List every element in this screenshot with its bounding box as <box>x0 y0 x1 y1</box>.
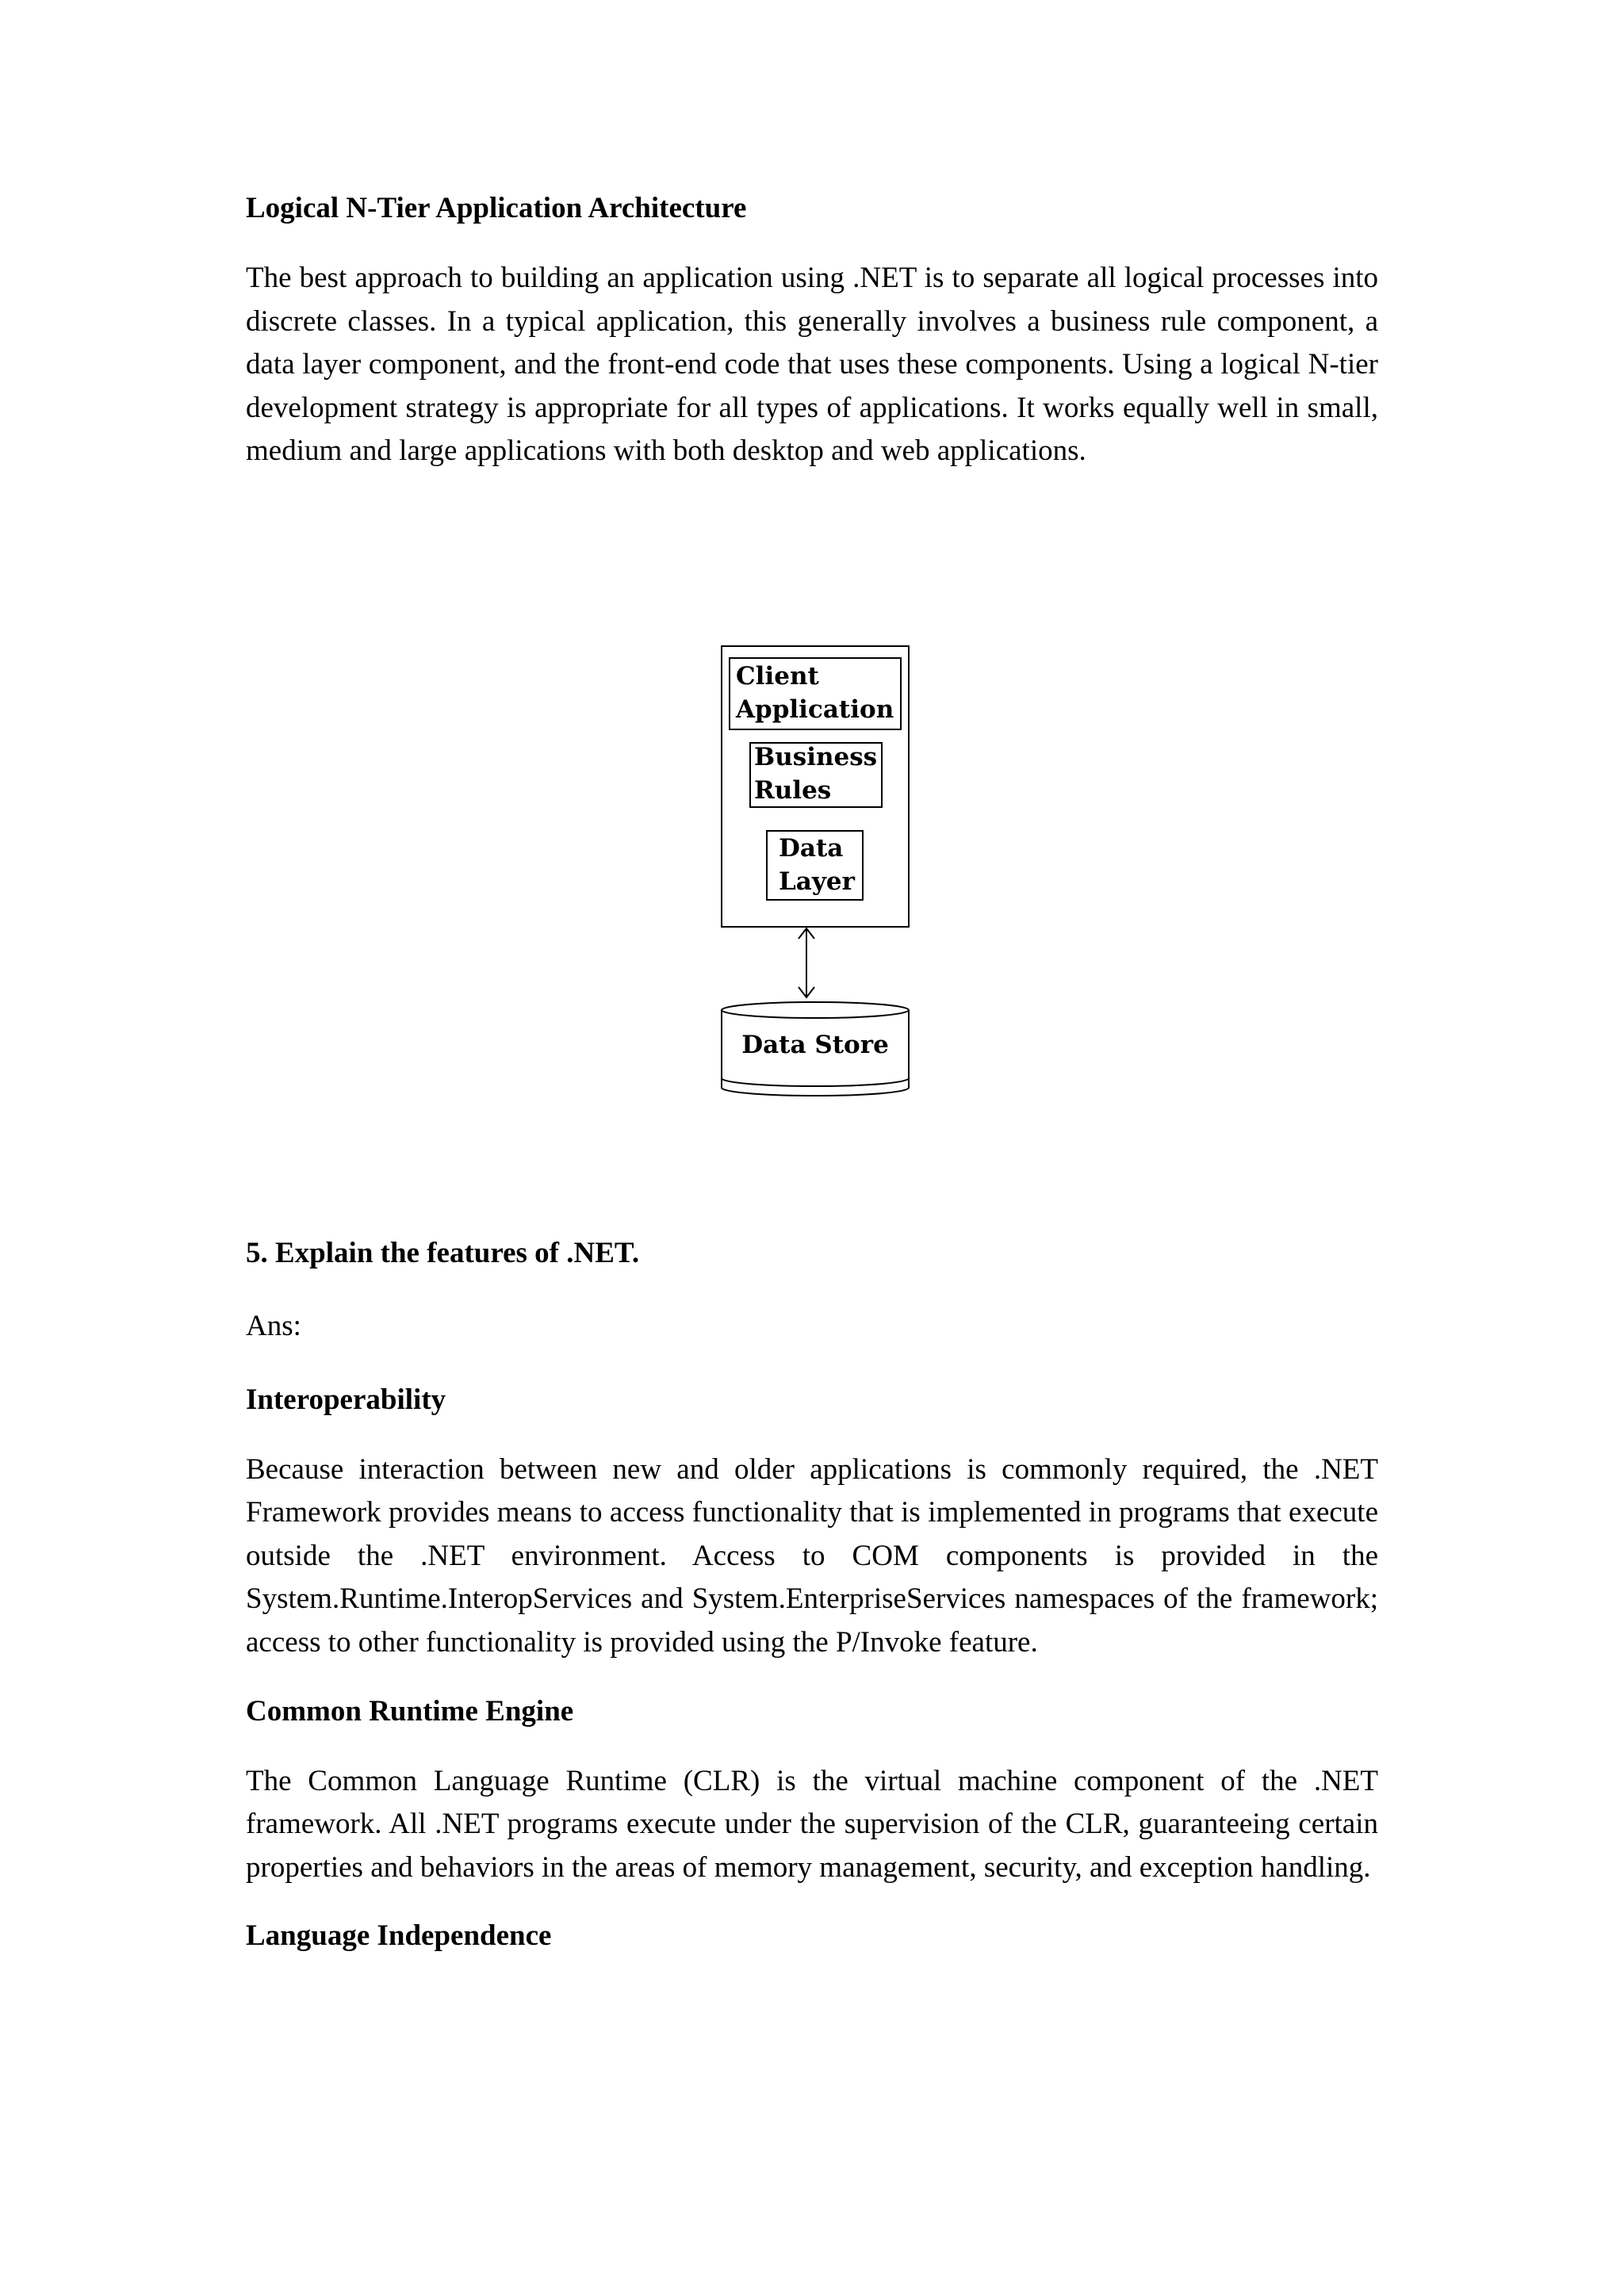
language-heading: Language Independence <box>246 1919 552 1953</box>
data-store-top <box>722 1002 909 1018</box>
client-label-2: Application <box>736 695 894 724</box>
runtime-heading: Common Runtime Engine <box>246 1694 574 1728</box>
client-label-1: Client <box>736 662 819 691</box>
section-body: The best approach to building an application using .NET is to separate all logical processes into discrete classes. In a typical application, this generally involves a business rule component, a data layer component, and the front-end code that uses these components. Using a logical N-tier development strategy is appropriate for all types of applications. It works equally well in small, medium and large applications with both desktop and web applications. <box>246 262 1378 468</box>
data-layer-label-1: Data <box>779 834 844 863</box>
interop-heading: Interoperability <box>246 1383 446 1416</box>
data-store-label: Data Store <box>741 1031 889 1059</box>
ntier-diagram <box>714 644 920 1104</box>
business-label-1: Business <box>754 743 878 771</box>
runtime-body: The Common Language Runtime (CLR) is the virtual machine component of the .NET framework. All .NET programs execute under the supervision of the CLR, guaranteeing certain properties and behaviors in the areas of memory management, security, and exception handling. <box>246 1764 1378 1884</box>
ntier-diagram-svg <box>714 644 920 1104</box>
interop-body: Because interaction between new and older applications is commonly required, the .NET Framework provides means to access functionality that is implemented in programs that execute outside the .NET environment. Access to COM components is provided in the System.Runtime.InteropServices and System.EnterpriseServices namespaces of the framework; access to other functionality is provided using the P/Invoke feature. <box>246 1452 1378 1659</box>
business-label-2: Rules <box>754 776 832 805</box>
question-heading: 5. Explain the features of .NET. <box>246 1237 640 1269</box>
section-features <box>246 1235 1378 1954</box>
ans-label: Ans: <box>246 1310 301 1342</box>
section-title: Logical N-Tier Application Architecture <box>246 192 747 224</box>
section-logical-ntier <box>246 190 1378 473</box>
data-layer-label-2: Layer <box>779 867 855 896</box>
